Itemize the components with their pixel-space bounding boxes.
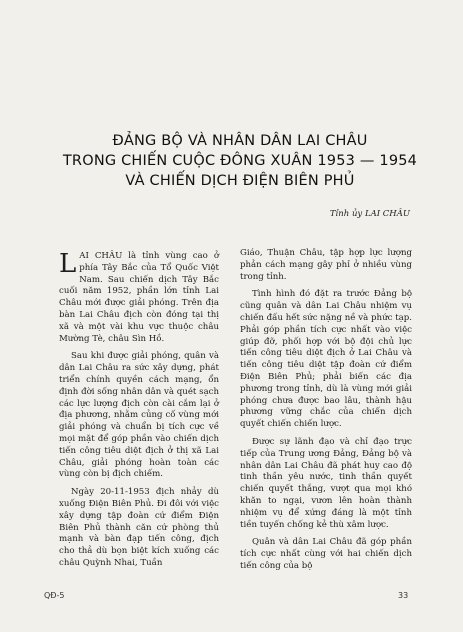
article-title-line-1: ĐẢNG BỘ VÀ NHÂN DÂN LAI CHÂU <box>112 133 368 149</box>
paragraph: Quân và dân Lai Châu đã góp phần tích cực nhất cùng với hai chiến dịch tiến công của bộ <box>240 537 412 571</box>
paragraph: Giáo, Thuận Châu, tập hợp lực lượng phản cách mạng gây phỉ ở nhiều vùng trong tỉnh. <box>240 248 412 282</box>
right-column <box>240 248 412 579</box>
paragraph-text: AI CHÂU là tỉnh vùng cao ở phía Tây Bắc của Tổ Quốc Việt Nam. Sau chiến dịch Tây Bắc cuối năm 1952, phần lớn tỉnh Lai Châu mới được giải phóng. Trên địa bàn Lai Châu địch còn đóng tại thị xã và một vài khu vực thuộc châu Mường Tè, châu Sìn Hồ. <box>59 251 219 344</box>
footer-code: QĐ-5 <box>44 591 65 600</box>
paragraph: Được sự lãnh đạo và chỉ đạo trực tiếp của Trung ương Đảng, Đảng bộ và nhân dân Lai Châu đã phát huy cao độ tinh thần yêu nước, tinh thần quyết chiến quyết thắng, vượt qua mọi khó khăn to ngại, vươn lên hoàn thành nhiệm vụ để xứng đáng là một tỉnh tiền tuyến chống kẻ thù xâm lược. <box>240 436 412 530</box>
article-title-line-3: VÀ CHIẾN DỊCH ĐIỆN BIÊN PHỦ <box>125 173 355 189</box>
paragraph <box>59 251 219 345</box>
paragraph: Sau khi được giải phóng, quân và dân Lai Châu ra sức xây dựng, phát triển chính quyền cách mạng, ổn định đời sống nhân dân và quét sạch các lực lượng địch còn cài cắm lại ở địa phương, nhằm củng cố vùng mới giải phóng và chuẩn bị tích cực về mọi mặt để góp phần vào chiến dịch tiến công tiêu diệt địch ở thị xã Lai Châu, giải phóng hoàn toàn các vùng còn bị địch chiếm. <box>59 351 219 480</box>
paragraph: Ngày 20-11-1953 địch nhảy dù xuống Điện Biên Phủ. Đi đôi với việc xây dựng tập đoàn cứ điểm Điện Biên Phủ thành căn cứ phòng thủ mạnh và bàn đạp tiến công, địch cho thả dù bọn biệt kích xuống các châu Quỳnh Nhai, Tuần <box>59 487 219 568</box>
article-title-line-2: TRONG CHIẾN CUỘC ĐÔNG XUÂN 1953 — 1954 <box>62 153 418 169</box>
drop-cap: L <box>59 249 77 279</box>
left-column <box>59 251 219 576</box>
paragraph: Tình hình đó đặt ra trước Đảng bộ cũng quân và dân Lai Châu nhiệm vụ chiến đấu hết sức nặng nề và phức tạp. Phải góp phần tích cực nhất vào việc giúp đỡ, phối hợp với bộ đội chủ lực tiến công tiêu diệt địch ở Lai Châu và tiến công tiêu diệt tập đoàn cứ điểm Điện Biên Phủ; phải biến các địa phương trong tỉnh, dù là vùng mới giải phóng chưa được bao lâu, thành hậu phương vững chắc của chiến dịch quyết chiến chiến lược. <box>240 289 412 430</box>
page-number: 33 <box>398 591 409 600</box>
byline: Tỉnh ủy LAI CHÂU <box>329 209 410 219</box>
